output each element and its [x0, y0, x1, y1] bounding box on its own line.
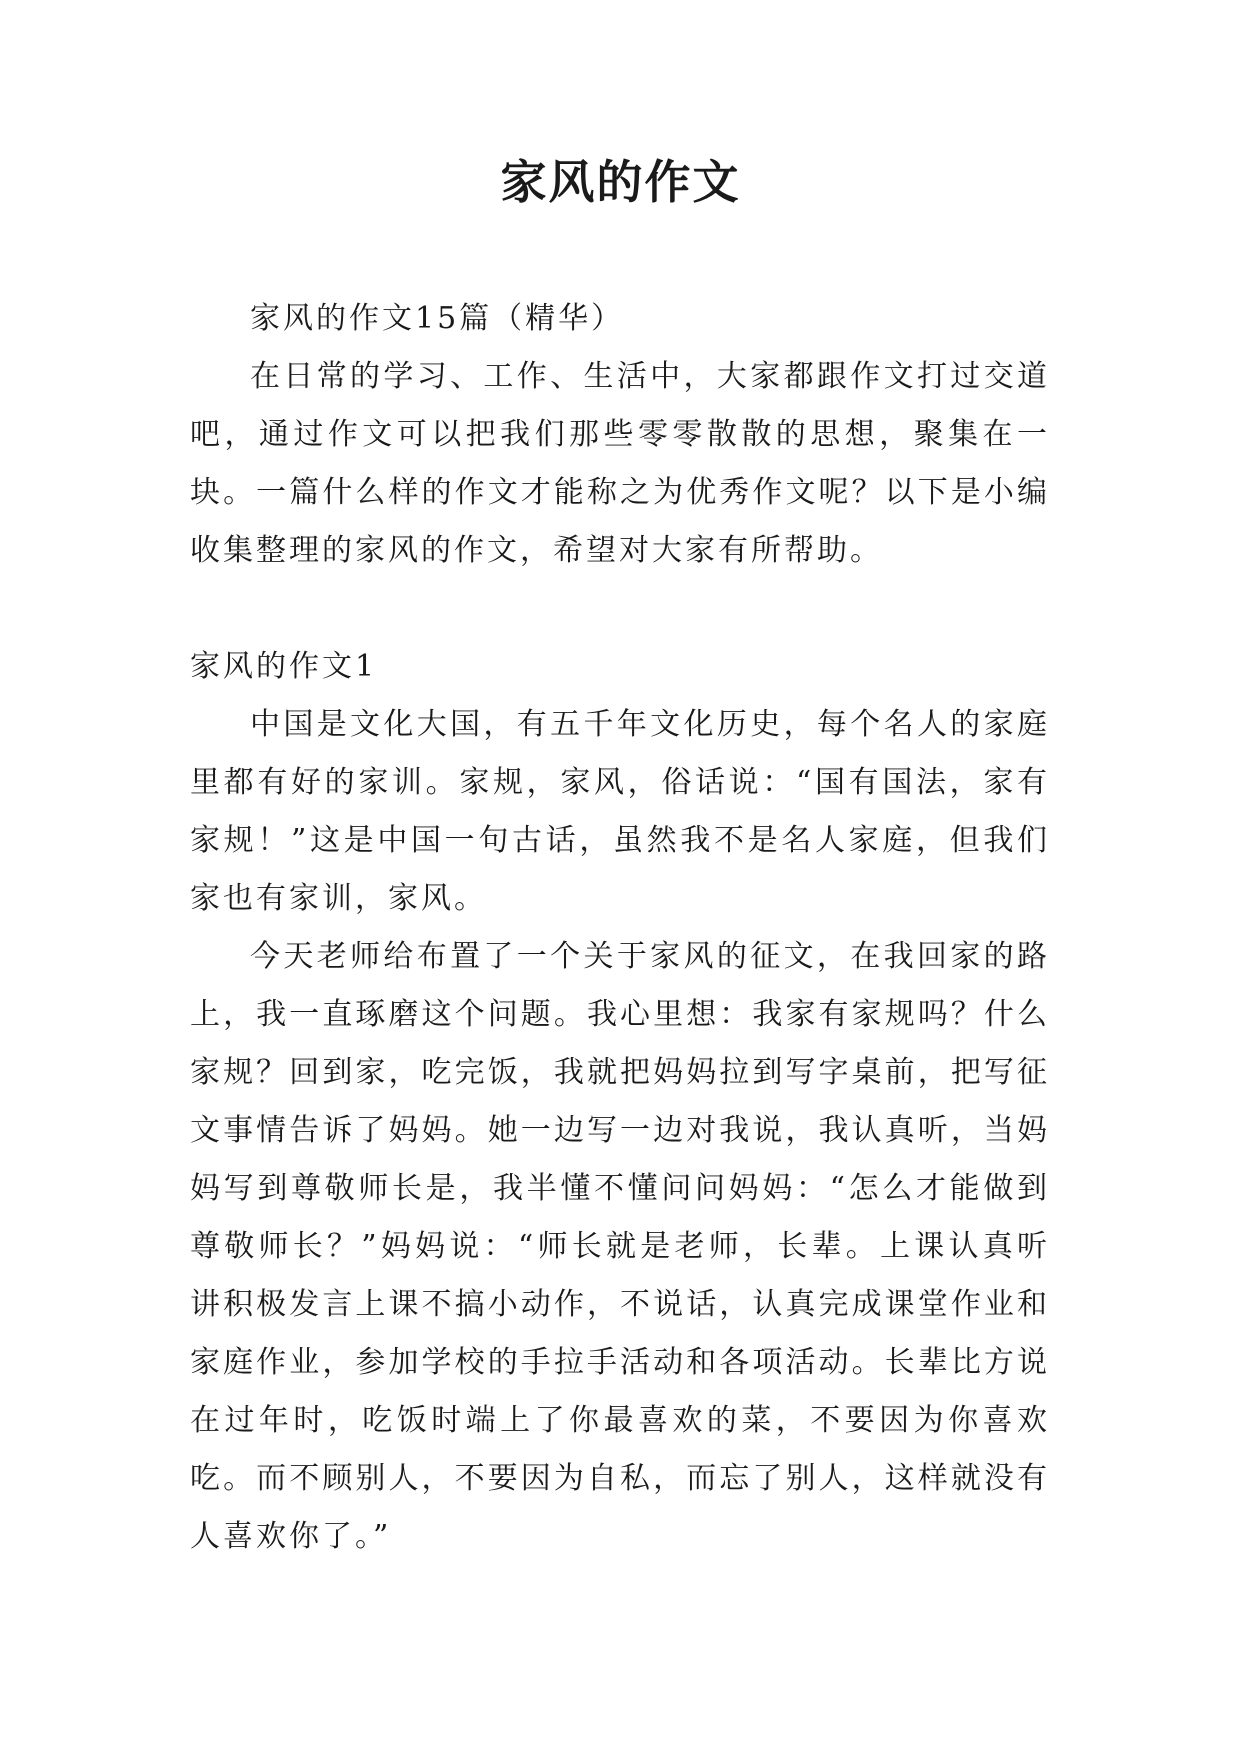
section-heading: 家风的作文1: [190, 649, 378, 684]
document-title: 家风的作文: [500, 155, 741, 209]
body-paragraph-2: 今天老师给布置了一个关于家风的征文，在我回家的路上，我一直琢磨这个问题。我心里想：我家有家规吗？什么家规？回到家，吃完饭，我就把妈妈拉到写字桌前，把写征文事情告诉了妈妈。她一边写一边对我说，我认真听，当妈妈写到尊敬师长是，我半懂不懂问问妈妈：“怎么才能做到尊敬师长？”妈妈说：“师长就是老师，长辈。上课认真听讲积极发言上课不搞小动作，不说话，认真完成课堂作业和家庭作业，参加学校的手拉手活动和各项活动。长辈比方说在过年时，吃饭时端上了你最喜欢的菜，不要因为你喜欢吃。而不顾别人，不要因为自私，而忘了别人，这样就没有人喜欢你了。”: [190, 939, 1050, 1554]
document-body: [190, 290, 1050, 1566]
intro-paragraph: 在日常的学习、工作、生活中，大家都跟作文打过交道吧，通过作文可以把我们那些零零散散的思想，聚集在一块。一篇什么样的作文才能称之为优秀作文呢？以下是小编收集整理的家风的作文，希望对大家有所帮助。: [190, 359, 1050, 568]
document-subtitle: 家风的作文15篇（精华）: [250, 301, 625, 336]
body-paragraph-1: 中国是文化大国，有五千年文化历史，每个名人的家庭里都有好的家训。家规，家风，俗话说：“国有国法，家有家规！”这是中国一句古话，虽然我不是名人家庭，但我们家也有家训，家风。: [190, 707, 1050, 916]
